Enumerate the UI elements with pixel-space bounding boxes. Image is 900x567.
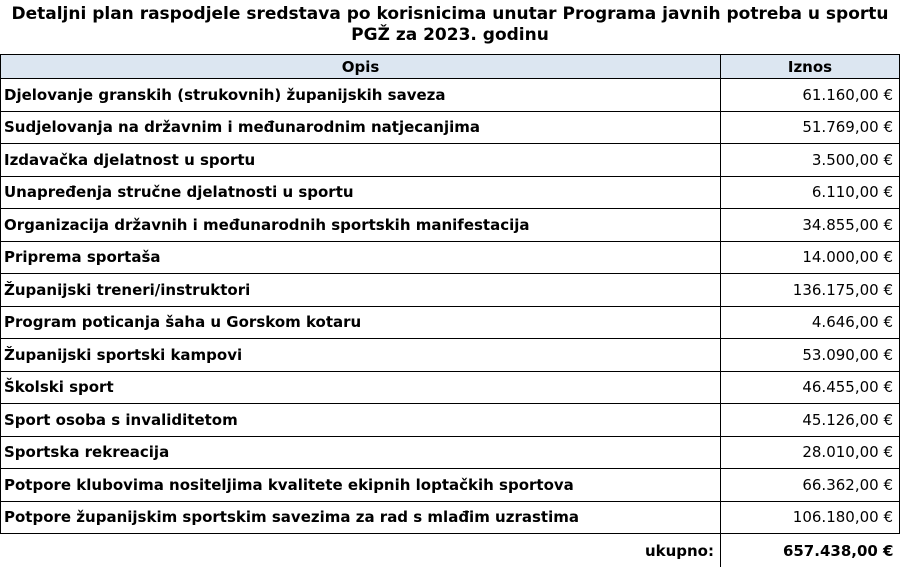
- row-description: Županijski treneri/instruktori: [1, 274, 721, 307]
- table-row: [1, 339, 900, 372]
- row-description: Potpore klubovima nositeljima kvalitete ekipnih loptačkih sportova: [1, 469, 721, 502]
- header-amount: Iznos: [721, 55, 900, 79]
- table-row: [1, 306, 900, 339]
- row-amount: 28.010,00 €: [721, 436, 900, 469]
- total-row: [1, 534, 900, 567]
- row-amount: 46.455,00 €: [721, 371, 900, 404]
- row-description: Organizacija državnih i međunarodnih sportskih manifestacija: [1, 209, 721, 242]
- total-amount: 657.438,00 €: [721, 534, 900, 567]
- table-row: [1, 111, 900, 144]
- row-description: Sudjelovanja na državnim i međunarodnim natjecanjima: [1, 111, 721, 144]
- table-row: [1, 79, 900, 112]
- table-row: [1, 209, 900, 242]
- row-description: Županijski sportski kampovi: [1, 339, 721, 372]
- row-description: Izdavačka djelatnost u sportu: [1, 144, 721, 177]
- row-amount: 66.362,00 €: [721, 469, 900, 502]
- row-amount: 6.110,00 €: [721, 176, 900, 209]
- row-description: Program poticanja šaha u Gorskom kotaru: [1, 306, 721, 339]
- table-row: [1, 176, 900, 209]
- table-row: [1, 274, 900, 307]
- row-amount: 4.646,00 €: [721, 306, 900, 339]
- row-description: Priprema sportaša: [1, 241, 721, 274]
- row-description: Potpore županijskim sportskim savezima za rad s mlađim uzrastima: [1, 501, 721, 534]
- row-amount: 51.769,00 €: [721, 111, 900, 144]
- table-row: [1, 501, 900, 534]
- table-header-row: [1, 55, 900, 79]
- table-row: [1, 436, 900, 469]
- row-amount: 53.090,00 €: [721, 339, 900, 372]
- table-row: [1, 469, 900, 502]
- row-description: Školski sport: [1, 371, 721, 404]
- row-amount: 61.160,00 €: [721, 79, 900, 112]
- table-row: [1, 404, 900, 437]
- row-description: Sportska rekreacija: [1, 436, 721, 469]
- table-row: [1, 371, 900, 404]
- document-title: Detaljni plan raspodjele sredstava po korisnicima unutar Programa javnih potreba u sportu PGŽ za 2023. godinu: [0, 0, 900, 50]
- total-label: ukupno:: [1, 534, 721, 567]
- table-row: [1, 241, 900, 274]
- row-description: Unapređenja stručne djelatnosti u sportu: [1, 176, 721, 209]
- row-amount: 45.126,00 €: [721, 404, 900, 437]
- row-description: Sport osoba s invaliditetom: [1, 404, 721, 437]
- row-amount: 136.175,00 €: [721, 274, 900, 307]
- row-amount: 34.855,00 €: [721, 209, 900, 242]
- budget-table: [0, 54, 900, 567]
- row-amount: 106.180,00 €: [721, 501, 900, 534]
- row-amount: 14.000,00 €: [721, 241, 900, 274]
- row-description: Djelovanje granskih (strukovnih) županijskih saveza: [1, 79, 721, 112]
- row-amount: 3.500,00 €: [721, 144, 900, 177]
- table-row: [1, 144, 900, 177]
- header-description: Opis: [1, 55, 721, 79]
